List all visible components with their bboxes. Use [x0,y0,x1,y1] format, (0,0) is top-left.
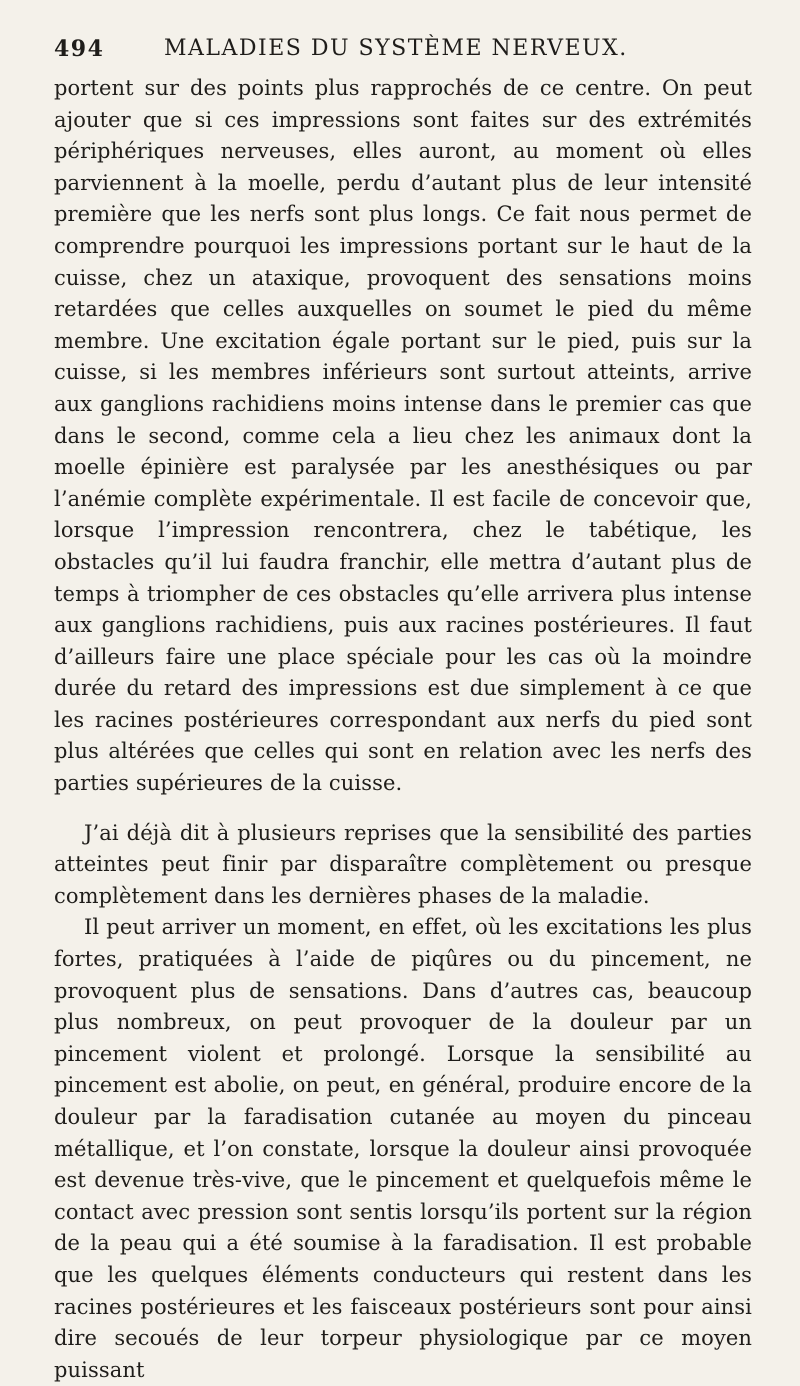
running-title: MALADIES DU SYSTÈME NERVEUX. [164,36,628,61]
page-number: 494 [54,36,105,62]
paragraph-1: portent sur des points plus rapprochés de ce centre. On peut ajouter que si ces impressions sont faites sur des extrémités périphériques nerveuses, elles auront, au moment où elles parviennent à la moelle, perdu d’autant plus de leur intensité première que les nerfs sont plus longs. Ce fait nous permet de comprendre pourquoi les impressions portant sur le haut de la cuisse, chez un ataxique, provoquent des sensations moins retardées que celles auxquelles on soumet le pied du même membre. Une excitation égale portant sur le pied, puis sur la cuisse, si les membres inférieurs sont surtout atteints, arrive aux ganglions rachidiens moins intense dans le premier cas que dans le second, comme cela a lieu chez les animaux dont la moelle épinière est paralysée par les anesthésiques ou par l’anémie complète expérimentale. Il est facile de concevoir que, lorsque l’impression rencontrera, chez le tabétique, les obstacles qu’il lui faudra franchir, elle mettra d’autant plus de temps à triompher de ces obstacles qu’elle arrivera plus intense aux ganglions rachidiens, puis aux racines postérieures. Il faut d’ailleurs faire une place spéciale pour les cas où la moindre durée du retard des impressions est due simplement à ce que les racines postérieures correspondant aux nerfs du pied sont plus altérées que celles qui sont en relation avec les nerfs des parties supérieures de la cuisse. [54,76,752,796]
body-text [54,73,752,1386]
paragraph-2: J’ai déjà dit à plusieurs reprises que la sensibilité des parties atteintes peut finir par disparaître complètement ou presque complètement dans les dernières phases de la maladie. [54,820,752,908]
running-head [54,28,758,68]
paragraph-3: Il peut arriver un moment, en effet, où les excitations les plus fortes, pratiquées à l’aide de piqûres ou du pincement, ne provoquent plus de sensations. Dans d’autres cas, beaucoup plus nombreux, on peut provoquer de la douleur par un pincement violent et prolongé. Lorsque la sensibilité au pincement est abolie, on peut, en général, produire encore de la douleur par la faradisation cutanée au moyen du pinceau métallique, et l’on constate, lorsque la douleur ainsi provoquée est devenue très-vive, que le pincement et quelquefois même le contact avec pression sont sentis lorsqu’ils portent sur la région de la peau qui a été soumise à la faradisation. Il est probable que les quelques éléments conducteurs qui restent dans les racines postérieures et les faisceaux postérieurs sont pour ainsi dire secoués de leur torpeur physiologique par ce moyen puissant [54,915,752,1382]
